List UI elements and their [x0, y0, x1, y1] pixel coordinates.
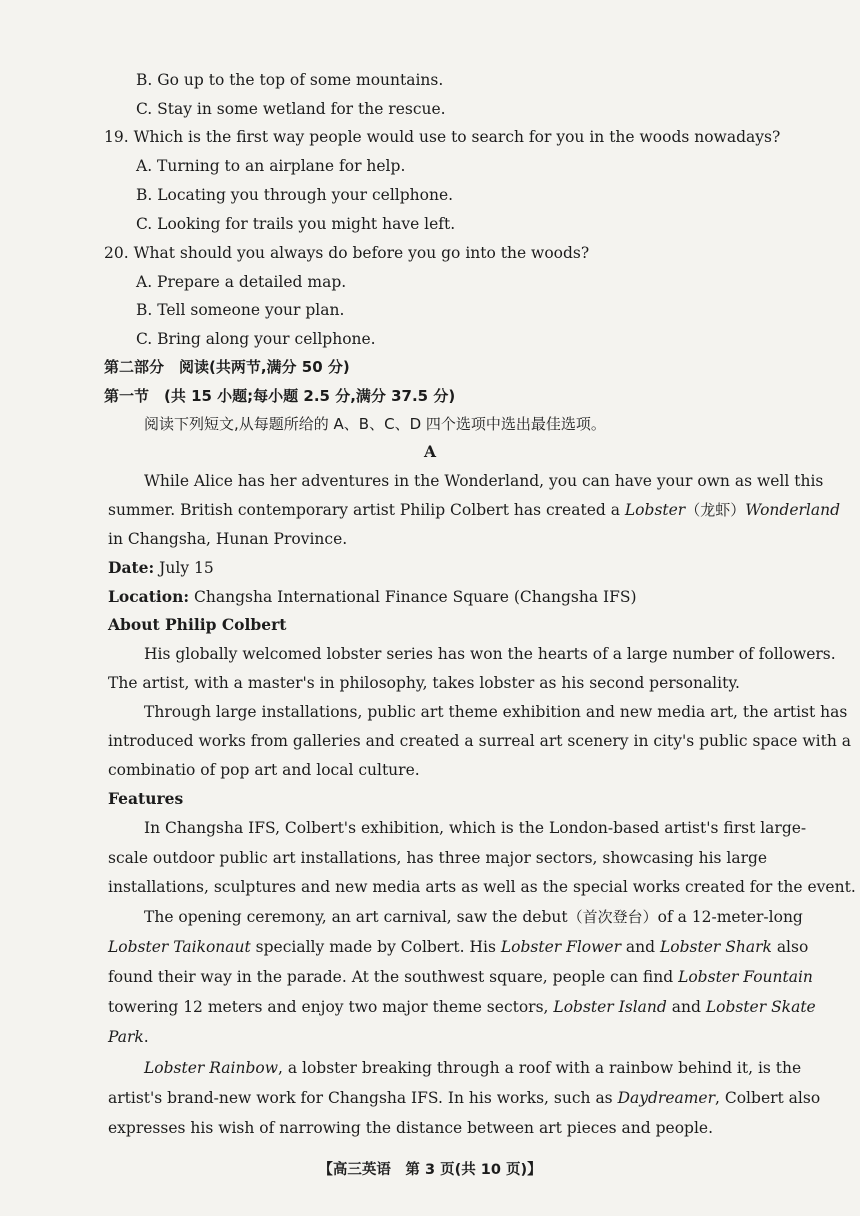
q19-stem: 19. Which is the first way people would use to search for you in the woods nowadays? — [104, 128, 781, 146]
section1-title: 第一节 (共 15 小题;每小题 2.5 分,满分 37.5 分) — [104, 387, 456, 405]
page-footer: 【高三英语 第 3 页(共 10 页)】 — [318, 1162, 542, 1178]
p6-line2: artist's brand-new work for Changsha IFS. In his works, such as Daydreamer, Colbert also — [108, 1089, 821, 1107]
passage-label: A — [423, 442, 437, 461]
about-heading: About Philip Colbert — [108, 615, 287, 634]
q18-option-c: C. Stay in some wetland for the rescue. — [136, 100, 446, 118]
p1-line2: summer. British contemporary artist Philip Colbert has created a Lobster（龙虾）Wonderland — [108, 501, 841, 519]
features-heading: Features — [108, 789, 184, 808]
p3-line1: Through large installations, public art theme exhibition and new media art, the artist has — [144, 703, 848, 721]
p1-line1: While Alice has her adventures in the Wonderland, you can have your own as well this — [144, 472, 824, 490]
q20-option-a: A. Prepare a detailed map. — [136, 273, 347, 291]
q18-option-b: B. Go up to the top of some mountains. — [136, 71, 444, 89]
p5-line3: found their way in the parade. At the southwest square, people can find Lobster Fountain — [108, 968, 813, 986]
q20-stem: 20. What should you always do before you go into the woods? — [104, 244, 590, 262]
p4-line1: In Changsha IFS, Colbert's exhibition, which is the London-based artist's first large- — [144, 819, 807, 837]
q19-option-b: B. Locating you through your cellphone. — [136, 186, 454, 204]
date-label: Date: — [108, 558, 155, 577]
q19-option-a: A. Turning to an airplane for help. — [136, 157, 406, 175]
location-label: Location: — [108, 587, 190, 606]
p4-line3: installations, sculptures and new media arts as well as the special works created for the event. — [108, 878, 856, 896]
p6-line3: expresses his wish of narrowing the distance between art pieces and people. — [108, 1119, 714, 1137]
q19-option-c: C. Looking for trails you might have left. — [136, 215, 456, 233]
p2-line2: The artist, with a master's in philosophy, takes lobster as his second personality. — [108, 674, 740, 692]
part2-title: 第二部分 阅读(共两节,满分 50 分) — [104, 358, 350, 376]
p4-line2: scale outdoor public art installations, has three major sectors, showcasing his large — [108, 849, 768, 867]
p5-line2: Lobster Taikonaut specially made by Colbert. His Lobster Flower and Lobster Shark also — [108, 938, 809, 956]
p5-line4: towering 12 meters and enjoy two major theme sectors, Lobster Island and Lobster Skate — [108, 998, 816, 1016]
location-line: Location: Changsha International Finance Square (Changsha IFS) — [108, 587, 637, 606]
p3-line3: combinatio of pop art and local culture. — [108, 761, 420, 779]
instruction: 阅读下列短文,从每题所给的 A、B、C、D 四个选项中选出最佳选项。 — [144, 415, 606, 433]
p5-line5: Park. — [108, 1028, 149, 1046]
q20-option-b: B. Tell someone your plan. — [136, 301, 345, 319]
p3-line2: introduced works from galleries and created a surreal art scenery in city's public space with a — [108, 732, 851, 750]
date-line: Date: July 15 — [108, 558, 214, 577]
p6-line1: Lobster Rainbow, a lobster breaking through a roof with a rainbow behind it, is the — [144, 1059, 802, 1077]
q20-option-c: C. Bring along your cellphone. — [136, 330, 376, 348]
p5-line1: The opening ceremony, an art carnival, saw the debut（首次登台）of a 12-meter-long — [144, 908, 803, 926]
p1-line3: in Changsha, Hunan Province. — [108, 530, 348, 548]
p2-line1: His globally welcomed lobster series has won the hearts of a large number of followers. — [144, 645, 836, 663]
